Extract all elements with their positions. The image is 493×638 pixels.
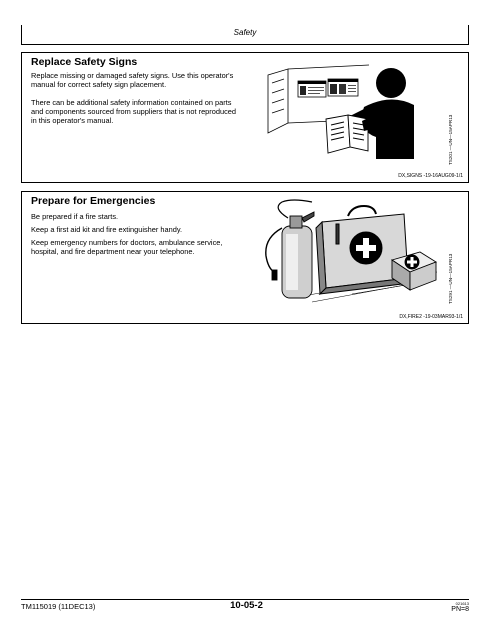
document-id: TM115019 (11DEC13) [21, 602, 96, 611]
paragraph: Replace missing or damaged safety signs. Use this operator's manual for correct safety sign placement. [31, 71, 234, 90]
section-title: Prepare for Emergencies [31, 195, 156, 207]
footer-code: 021613 [455, 601, 469, 606]
paragraph: Keep a first aid kit and fire extinguisher handy. [31, 225, 183, 234]
section-reference: DX,SIGNS -19-16AUG09-1/1 [398, 173, 463, 179]
section-replace-safety-signs [21, 52, 469, 183]
page-pn: PN=8 [451, 606, 469, 613]
paragraph: Keep emergency numbers for doctors, ambulance service, hospital, and fire department near your telephone. [31, 238, 223, 257]
header-title: Safety [233, 28, 257, 37]
section-title: Replace Safety Signs [31, 56, 138, 68]
section-reference: DX,FIRE2 -19-03MAR93-1/1 [399, 314, 463, 320]
page-header [21, 25, 469, 45]
paragraph: Be prepared if a fire starts. [31, 212, 119, 221]
emergency-kit-illustration [252, 198, 442, 308]
figure-code: TS201 —UN—15APR13 [448, 114, 453, 165]
safety-sign-illustration [264, 63, 439, 163]
figure-code: TS291 —UN—15APR13 [448, 253, 453, 304]
page-number: 10-05-2 [230, 600, 263, 611]
paragraph: There can be additional safety information contained on parts and components sourced from suppliers that is not reproduced in this operator's manual. [31, 98, 236, 126]
section-prepare-for-emergencies [21, 191, 469, 324]
